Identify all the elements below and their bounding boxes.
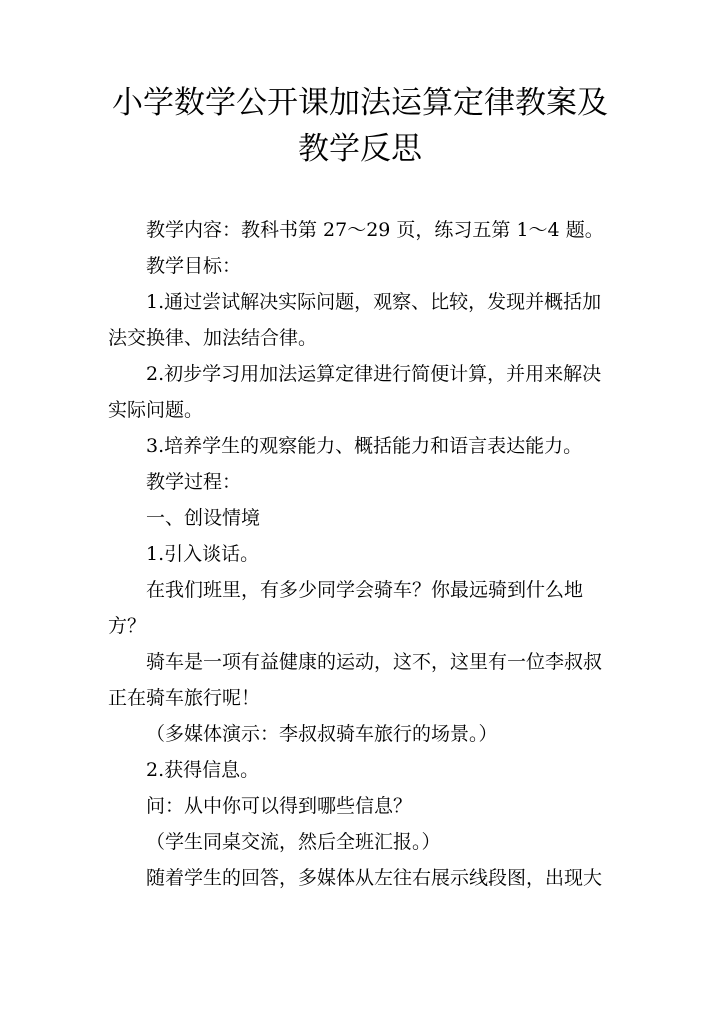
document-body (108, 212, 614, 896)
paragraph-goal-3: 3.培养学生的观察能力、概括能力和语言表达能力。 (146, 435, 583, 457)
paragraph-process-heading: 教学过程： (146, 471, 242, 493)
paragraph-section-1-heading: 一、创设情境 (146, 507, 261, 529)
paragraph-multimedia-demo: （多媒体演示：李叔叔骑车旅行的场景。） (146, 723, 498, 745)
paragraph-teaching-goals-heading: 教学目标： (146, 255, 242, 277)
paragraph-goal-2: 2.初步学习用加法运算定律进行简便计算，并用来解决实际问题。 (108, 363, 602, 421)
paragraph-step-2: 2.获得信息。 (146, 759, 260, 781)
document-title: 小学数学公开课加法运算定律教案及教学反思 (112, 85, 608, 167)
paragraph-student-exchange: （学生同桌交流，然后全班汇报。） (146, 831, 441, 853)
paragraph-teaching-content: 教学内容：教科书第 27～29 页，练习五第 1～4 题。 (146, 219, 604, 241)
paragraph-goal-1: 1.通过尝试解决实际问题，观察、比较，发现并概括加法交换律、加法结合律。 (108, 291, 602, 349)
paragraph-line-diagram: 随着学生的回答，多媒体从左往右展示线段图，出现大 (146, 867, 603, 889)
paragraph-question-info: 问：从中你可以得到哪些信息？ (146, 795, 413, 817)
paragraph-question-riding: 在我们班里，有多少同学会骑车？你最远骑到什么地方？ (108, 579, 584, 637)
paragraph-step-1: 1.引入谈话。 (146, 543, 260, 565)
paragraph-riding-intro: 骑车是一项有益健康的运动，这不，这里有一位李叔叔正在骑车旅行呢！ (108, 651, 603, 709)
